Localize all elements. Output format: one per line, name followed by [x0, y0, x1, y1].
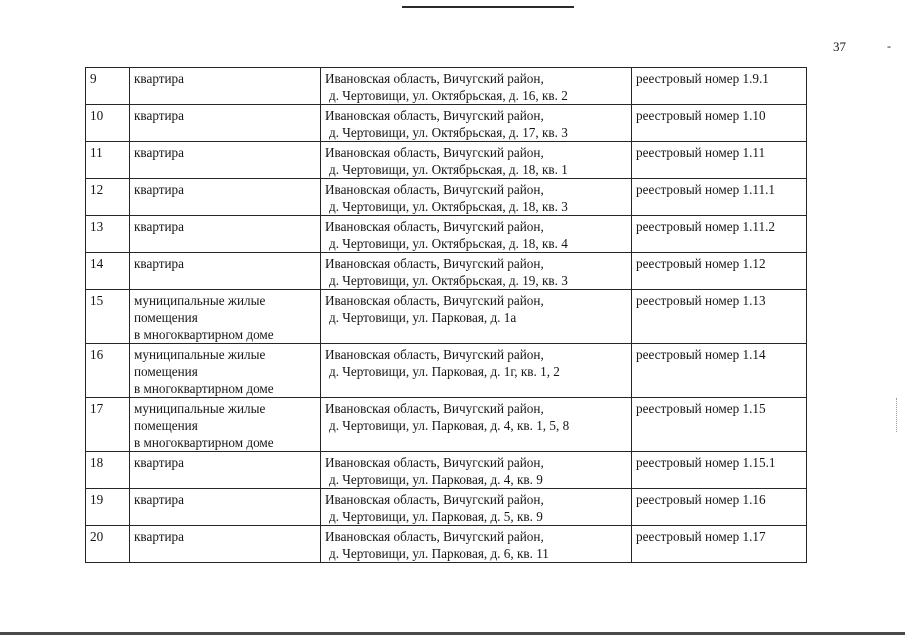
row-number: 10 — [86, 105, 130, 142]
row-number: 12 — [86, 179, 130, 216]
row-number: 15 — [86, 290, 130, 344]
table-row — [86, 216, 807, 253]
property-type-cell — [130, 179, 321, 216]
property-type-line: помещения — [134, 364, 198, 379]
address-street: д. Чертовищи, ул. Парковая, д. 4, кв. 9 — [329, 472, 543, 487]
property-type-line: квартира — [134, 492, 185, 507]
property-type-cell — [130, 253, 321, 290]
address-cell — [321, 179, 632, 216]
address-region: Ивановская область, Вичугский район, — [325, 71, 544, 86]
property-type-line: в многоквартирном доме — [134, 327, 274, 342]
property-type-cell — [130, 105, 321, 142]
property-type-line: квартира — [134, 182, 185, 197]
table-row — [86, 68, 807, 105]
address-region: Ивановская область, Вичугский район, — [325, 108, 544, 123]
address-cell — [321, 68, 632, 105]
property-type-line: помещения — [134, 418, 198, 433]
property-type-cell — [130, 216, 321, 253]
row-number: 19 — [86, 489, 130, 526]
property-type-line: квартира — [134, 71, 185, 86]
address-region: Ивановская область, Вичугский район, — [325, 219, 544, 234]
address-street: д. Чертовищи, ул. Октябрьская, д. 18, кв. 4 — [329, 236, 568, 251]
row-number: 14 — [86, 253, 130, 290]
property-type-cell — [130, 344, 321, 398]
registry-number: реестровый номер 1.17 — [632, 526, 807, 563]
page-number: 37 — [833, 39, 846, 54]
table-row — [86, 290, 807, 344]
address-cell — [321, 489, 632, 526]
row-number: 20 — [86, 526, 130, 563]
property-type-cell — [130, 452, 321, 489]
registry-number: реестровый номер 1.16 — [632, 489, 807, 526]
registry-number: реестровый номер 1.11.1 — [632, 179, 807, 216]
address-cell — [321, 105, 632, 142]
table-row — [86, 179, 807, 216]
address-cell — [321, 526, 632, 563]
property-register-table — [85, 67, 807, 563]
register-body — [86, 68, 807, 563]
address-cell — [321, 344, 632, 398]
address-street: д. Чертовищи, ул. Парковая, д. 1г, кв. 1, 2 — [329, 364, 560, 379]
table-row — [86, 452, 807, 489]
address-cell — [321, 398, 632, 452]
property-type-line: в многоквартирном доме — [134, 435, 274, 450]
header-rule — [402, 6, 574, 8]
registry-number: реестровый номер 1.15 — [632, 398, 807, 452]
address-cell — [321, 142, 632, 179]
address-region: Ивановская область, Вичугский район, — [325, 145, 544, 160]
row-number: 13 — [86, 216, 130, 253]
property-type-line: помещения — [134, 310, 198, 325]
row-number: 18 — [86, 452, 130, 489]
registry-number: реестровый номер 1.14 — [632, 344, 807, 398]
property-type-line: муниципальные жилые — [134, 401, 266, 416]
property-type-line: квартира — [134, 256, 185, 271]
table-row — [86, 105, 807, 142]
address-region: Ивановская область, Вичугский район, — [325, 529, 544, 544]
address-region: Ивановская область, Вичугский район, — [325, 256, 544, 271]
registry-number: реестровый номер 1.15.1 — [632, 452, 807, 489]
property-type-cell — [130, 489, 321, 526]
property-type-line: квартира — [134, 455, 185, 470]
property-type-line: квартира — [134, 219, 185, 234]
margin-dash: - — [887, 39, 891, 53]
registry-number: реестровый номер 1.11.2 — [632, 216, 807, 253]
property-type-cell — [130, 526, 321, 563]
address-street: д. Чертовищи, ул. Октябрьская, д. 16, кв. 2 — [329, 88, 568, 103]
property-type-line: в многоквартирном доме — [134, 381, 274, 396]
address-street: д. Чертовищи, ул. Октябрьская, д. 19, кв. 3 — [329, 273, 568, 288]
row-number: 11 — [86, 142, 130, 179]
address-street: д. Чертовищи, ул. Октябрьская, д. 18, кв. 3 — [329, 199, 568, 214]
address-street: д. Чертовищи, ул. Октябрьская, д. 18, кв. 1 — [329, 162, 568, 177]
property-type-line: муниципальные жилые — [134, 347, 266, 362]
registry-number: реестровый номер 1.10 — [632, 105, 807, 142]
address-region: Ивановская область, Вичугский район, — [325, 455, 544, 470]
property-type-line: квартира — [134, 145, 185, 160]
registry-number: реестровый номер 1.12 — [632, 253, 807, 290]
property-type-cell — [130, 398, 321, 452]
address-street: д. Чертовищи, ул. Октябрьская, д. 17, кв. 3 — [329, 125, 568, 140]
property-type-line: муниципальные жилые — [134, 293, 266, 308]
table-row — [86, 253, 807, 290]
address-cell — [321, 452, 632, 489]
registry-number: реестровый номер 1.9.1 — [632, 68, 807, 105]
table-row — [86, 526, 807, 563]
address-street: д. Чертовищи, ул. Парковая, д. 1а — [329, 310, 517, 325]
address-street: д. Чертовищи, ул. Парковая, д. 5, кв. 9 — [329, 509, 543, 524]
address-cell — [321, 290, 632, 344]
property-type-line: квартира — [134, 529, 185, 544]
address-cell — [321, 216, 632, 253]
address-street: д. Чертовищи, ул. Парковая, д. 4, кв. 1, 5, 8 — [329, 418, 570, 433]
table-row — [86, 344, 807, 398]
address-cell — [321, 253, 632, 290]
property-type-cell — [130, 142, 321, 179]
address-region: Ивановская область, Вичугский район, — [325, 347, 544, 362]
registry-number: реестровый номер 1.13 — [632, 290, 807, 344]
table-row — [86, 398, 807, 452]
address-street: д. Чертовищи, ул. Парковая, д. 6, кв. 11 — [329, 546, 549, 561]
scan-edge-mark — [896, 398, 903, 432]
address-region: Ивановская область, Вичугский район, — [325, 182, 544, 197]
address-region: Ивановская область, Вичугский район, — [325, 492, 544, 507]
row-number: 17 — [86, 398, 130, 452]
footer-rule — [0, 632, 905, 635]
table-row — [86, 142, 807, 179]
table-row — [86, 489, 807, 526]
address-region: Ивановская область, Вичугский район, — [325, 293, 544, 308]
property-type-line: квартира — [134, 108, 185, 123]
row-number: 16 — [86, 344, 130, 398]
property-type-cell — [130, 68, 321, 105]
address-region: Ивановская область, Вичугский район, — [325, 401, 544, 416]
row-number: 9 — [86, 68, 130, 105]
registry-number: реестровый номер 1.11 — [632, 142, 807, 179]
property-type-cell — [130, 290, 321, 344]
